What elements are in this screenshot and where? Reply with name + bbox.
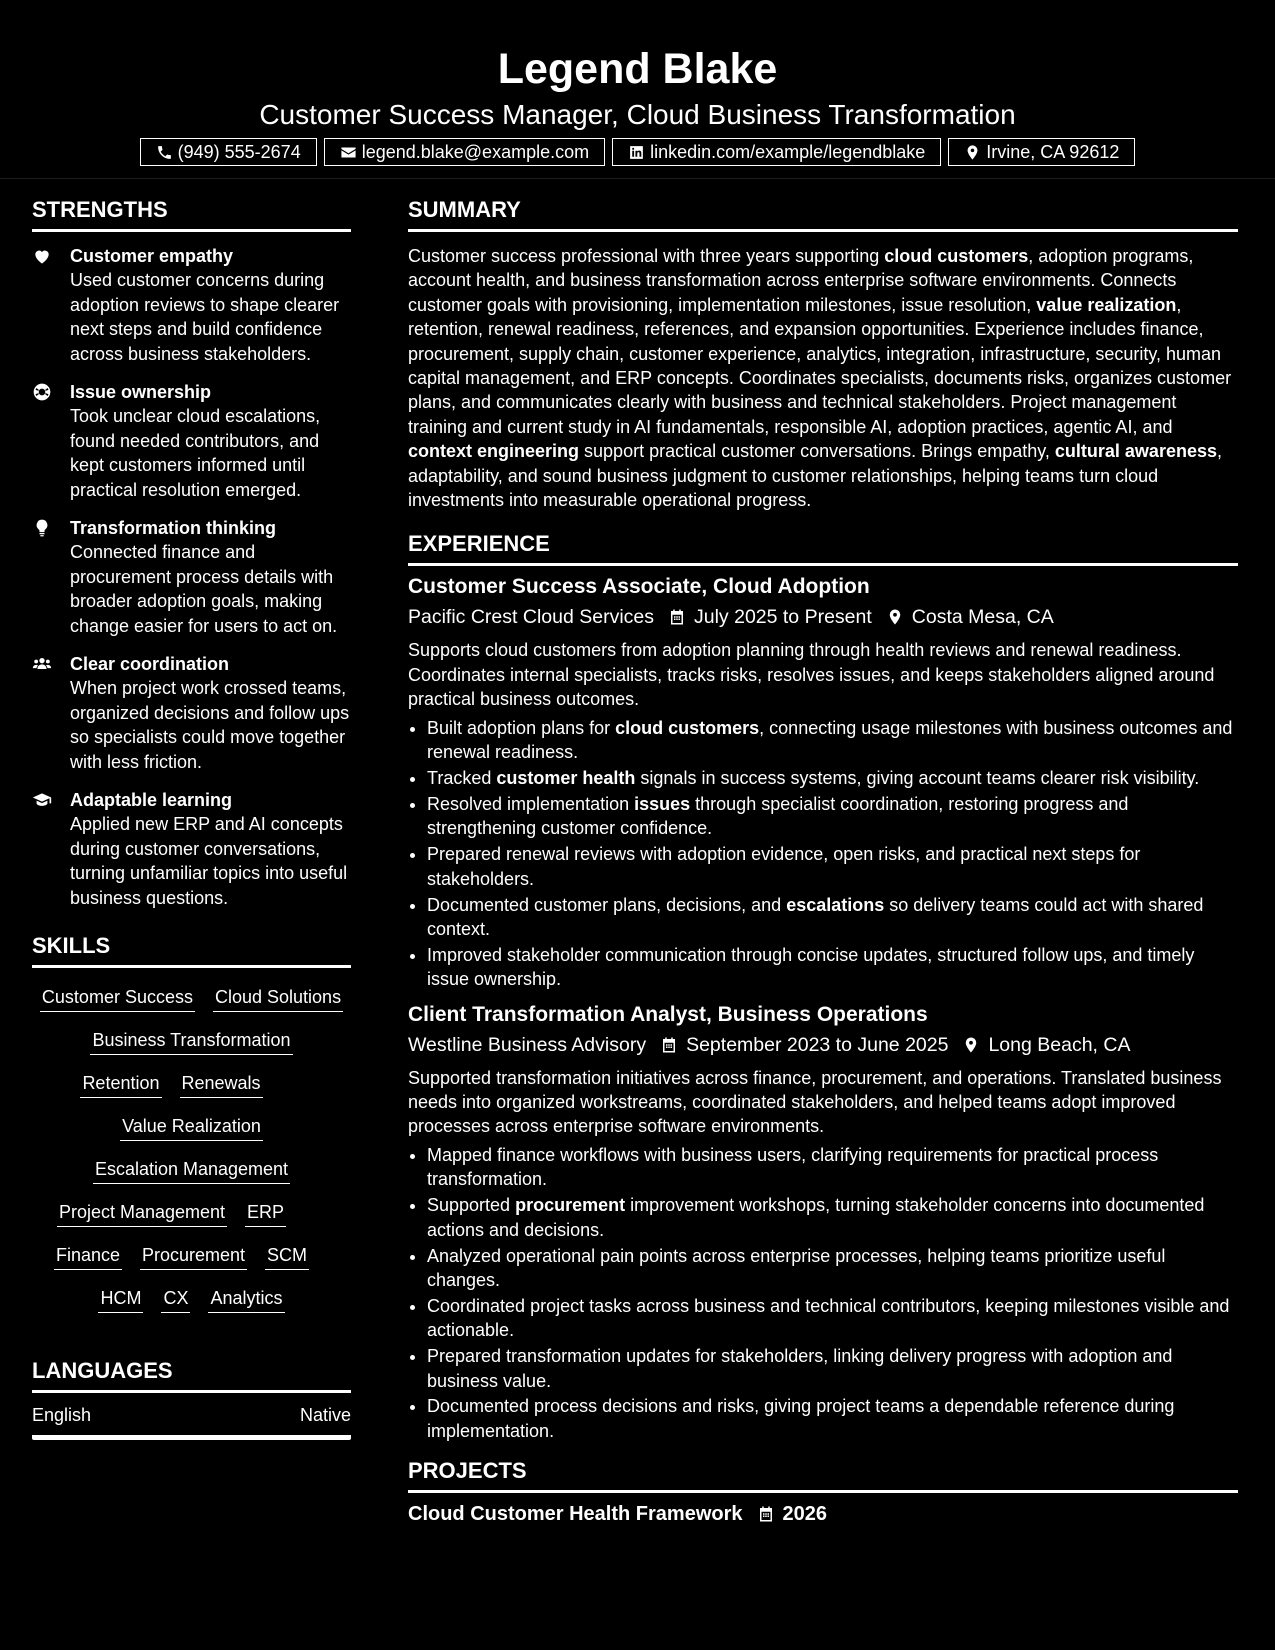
job-bullet: • Improved stakeholder communication through concise updates, structured follow ups, and timely issue ownership. bbox=[427, 943, 1238, 992]
job-bullet: • Documented customer plans, decisions, and escalations so delivery teams could act with shared context. bbox=[427, 893, 1238, 942]
language-row bbox=[32, 1393, 351, 1440]
contact-bar bbox=[0, 138, 1275, 166]
job-entry bbox=[408, 574, 1238, 991]
skill-tag: HCM bbox=[98, 1287, 143, 1313]
calendar-icon bbox=[757, 1505, 775, 1523]
strength-text: When project work crossed teams, organized decisions and follow ups so specialists could move together with less friction. bbox=[70, 678, 350, 772]
job-bullet: • Coordinated project tasks across business and technical contributors, keeping milestones visible and actionable. bbox=[427, 1294, 1238, 1343]
strength-heading: Issue ownership bbox=[70, 382, 212, 402]
skill-tag: CX bbox=[161, 1287, 190, 1313]
job-bullet: • Supported procurement improvement workshops, turning stakeholder concerns into documented actions and decisions. bbox=[427, 1193, 1238, 1242]
project-year: 2026 bbox=[782, 1503, 828, 1526]
skill-tag: Escalation Management bbox=[93, 1158, 290, 1184]
job-bullet: • Built adoption plans for cloud customers, connecting usage milestones with business outcomes and renewal readiness. bbox=[427, 716, 1238, 765]
languages-heading: LANGUAGES bbox=[32, 1357, 351, 1393]
life-ring-icon bbox=[32, 382, 52, 402]
language-name: English bbox=[32, 1405, 92, 1425]
job-title: Customer Success Associate, Cloud Adoption bbox=[408, 575, 870, 599]
skill-tag: Renewals bbox=[180, 1072, 263, 1098]
candidate-name: Legend Blake bbox=[497, 45, 778, 93]
calendar-icon bbox=[668, 608, 686, 626]
contact-linkedin[interactable] bbox=[612, 138, 941, 166]
skill-tag: Analytics bbox=[208, 1287, 284, 1313]
job-company: Pacific Crest Cloud Services bbox=[408, 606, 654, 629]
job-description: Supports cloud customers from adoption planning through health reviews and renewal readiness. Coordinates internal specialists, tracks risks, resolves issues, and keeps stakeholders aligned around practical business outcomes. bbox=[408, 640, 1215, 710]
envelope-icon bbox=[340, 144, 357, 161]
skills-heading: SKILLS bbox=[32, 932, 351, 968]
strength-heading: Transformation thinking bbox=[70, 518, 277, 538]
skill-tag: Cloud Solutions bbox=[213, 986, 343, 1012]
contact-location[interactable] bbox=[948, 138, 1135, 166]
users-icon bbox=[32, 654, 52, 674]
experience-heading: EXPERIENCE bbox=[408, 530, 1238, 566]
job-bullets bbox=[408, 716, 1238, 992]
contact-linkedin-text: linkedin.com/example/legendblake bbox=[650, 141, 926, 162]
strength-item bbox=[32, 516, 351, 638]
strength-item bbox=[32, 788, 351, 910]
job-description: Supported transformation initiatives across finance, procurement, and operations. Translated business needs into organized workstreams, coordinated stakeholders, and helped teams adopt improved processes across enterprise software environments. bbox=[408, 1067, 1222, 1137]
project-entry bbox=[408, 1501, 1238, 1527]
skill-tag: Business Transformation bbox=[90, 1029, 292, 1055]
job-location: Long Beach, CA bbox=[988, 1033, 1131, 1056]
job-bullet: • Prepared renewal reviews with adoption evidence, open risks, and practical next steps for stakeholders. bbox=[427, 842, 1238, 891]
projects-heading: PROJECTS bbox=[408, 1457, 1238, 1493]
job-dates: September 2023 to June 2025 bbox=[686, 1033, 949, 1056]
phone-icon bbox=[156, 144, 173, 161]
strength-item bbox=[32, 380, 351, 502]
linkedin-icon bbox=[628, 144, 645, 161]
job-bullet: • Analyzed operational pain points across enterprise processes, helping teams prioritize useful changes. bbox=[427, 1244, 1238, 1293]
job-dates: July 2025 to Present bbox=[694, 606, 872, 629]
candidate-title: Customer Success Manager, Cloud Business Transformation bbox=[259, 99, 1016, 130]
summary-text: Customer success professional with three years supporting cloud customers, adoption programs, account health, and business transformation across enterprise software environments. Connects customer goals with provisioning, implementation milestones, issue resolution, value realization, retention, renewal readiness, references, and expansion opportunities. Experience includes finance, procurement, supply chain, customer experience, analytics, integration, infrastructure, security, human capital management, and ERP concepts. Coordinates specialists, documents risks, organizes customer plans, and communicates clearly with business and technical stakeholders. Project management training and current study in AI fundamentals, responsible AI, adoption practices, agentic AI, and context engineering support practical customer conversations. Brings empathy, cultural awareness, adaptability, and sound business judgment to customer relationships, helping teams turn cloud investments into measurable operational progress. bbox=[408, 246, 1232, 511]
job-location: Costa Mesa, CA bbox=[911, 606, 1054, 629]
right-column bbox=[408, 196, 1238, 1527]
strength-item bbox=[32, 652, 351, 774]
strength-heading: Customer empathy bbox=[70, 246, 234, 266]
job-company: Westline Business Advisory bbox=[408, 1033, 647, 1056]
strength-text: Took unclear cloud escalations, found needed contributors, and kept customers informed until practical resolution emerged. bbox=[70, 406, 321, 500]
skill-tag: Project Management bbox=[57, 1201, 227, 1227]
job-meta bbox=[408, 604, 1238, 630]
strength-heading: Clear coordination bbox=[70, 654, 230, 674]
skill-tag: Customer Success bbox=[40, 986, 195, 1012]
skill-tag: Procurement bbox=[140, 1244, 247, 1270]
contact-phone[interactable] bbox=[140, 138, 317, 166]
header-divider bbox=[0, 178, 1275, 179]
heart-icon bbox=[32, 246, 52, 266]
map-pin-icon bbox=[962, 1036, 980, 1054]
job-bullet: • Prepared transformation updates for stakeholders, linking delivery progress with adoption and business value. bbox=[427, 1344, 1238, 1393]
job-title: Client Transformation Analyst, Business Operations bbox=[408, 1002, 928, 1026]
contact-location-text: Irvine, CA 92612 bbox=[986, 141, 1120, 162]
strength-text: Used customer concerns during adoption reviews to shape clearer next steps and build confidence across business stakeholders. bbox=[70, 270, 340, 364]
strengths-heading: STRENGTHS bbox=[32, 196, 351, 232]
strength-text: Connected finance and procurement process details with broader adoption goals, making change easier for users to act on. bbox=[70, 542, 338, 636]
left-column bbox=[32, 196, 351, 1440]
resume-header bbox=[0, 0, 1275, 166]
graduation-cap-icon bbox=[32, 790, 52, 810]
contact-email-text: legend.blake@example.com bbox=[361, 141, 590, 162]
map-pin-icon bbox=[964, 144, 981, 161]
strength-item bbox=[32, 244, 351, 366]
job-bullet: • Mapped finance workflows with business users, clarifying requirements for practical process transformation. bbox=[427, 1143, 1238, 1192]
map-pin-icon bbox=[886, 608, 904, 626]
skill-tag: Finance bbox=[54, 1244, 122, 1270]
job-bullet: • Documented process decisions and risks, giving project teams a dependable reference during implementation. bbox=[427, 1394, 1238, 1443]
contact-phone-text: (949) 555-2674 bbox=[177, 141, 301, 162]
skill-tag: Retention bbox=[80, 1072, 161, 1098]
strength-text: Applied new ERP and AI concepts during customer conversations, turning unfamiliar topics into useful business questions. bbox=[70, 814, 348, 908]
job-meta bbox=[408, 1032, 1238, 1058]
strength-heading: Adaptable learning bbox=[70, 790, 233, 810]
skill-tag: SCM bbox=[265, 1244, 309, 1270]
skills-list bbox=[32, 980, 351, 1313]
job-entry bbox=[408, 1002, 1238, 1444]
language-level: Native bbox=[299, 1405, 351, 1425]
skill-tag: Value Realization bbox=[120, 1115, 263, 1141]
job-bullet: • Resolved implementation issues through specialist coordination, restoring progress and strengthening customer confidence. bbox=[427, 792, 1238, 841]
skill-tag: ERP bbox=[245, 1201, 286, 1227]
job-bullet: • Tracked customer health signals in success systems, giving account teams clearer risk visibility. bbox=[427, 766, 1238, 790]
job-bullets bbox=[408, 1143, 1238, 1443]
calendar-icon bbox=[660, 1036, 678, 1054]
lightbulb-icon bbox=[32, 518, 52, 538]
contact-email[interactable] bbox=[324, 138, 605, 166]
summary-heading: SUMMARY bbox=[408, 196, 1238, 232]
project-name: Cloud Customer Health Framework bbox=[408, 1503, 743, 1526]
